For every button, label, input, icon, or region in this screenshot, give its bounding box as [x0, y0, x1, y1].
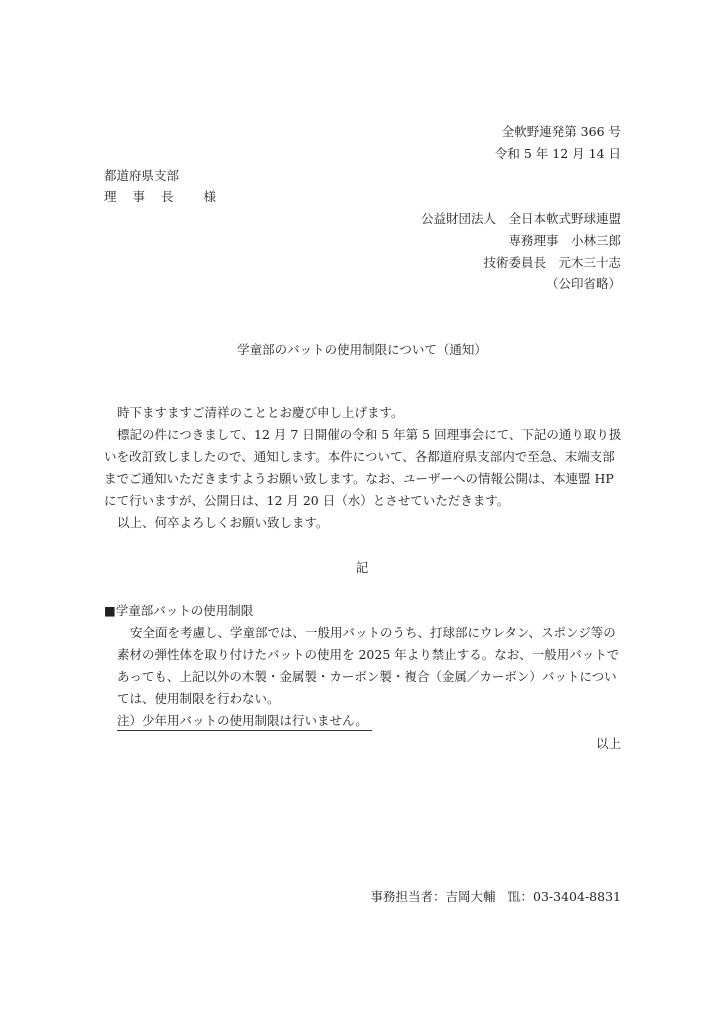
- section-end: 以上: [595, 736, 621, 751]
- greeting: 時下ますますご清祥のこととお慶び申し上げます。: [117, 405, 404, 420]
- body-closing: 以上、何卒よろしくお願い致します。: [117, 515, 329, 530]
- body-line-4: にて行いますが、公開日は、12 月 20 日（水）とさせていただきます。: [104, 493, 510, 508]
- recipient-honorific: 様: [203, 189, 216, 204]
- body-line-2: いを改訂致しましたので、通知します。本件について、各都道府県支部内で至急、末端支部: [104, 449, 615, 464]
- recipient-org: 都道府県支部: [104, 168, 180, 183]
- sender-director: 専務理事 小林三郎: [508, 233, 621, 248]
- section-line-4: ては、使用制限を行わない。: [117, 691, 280, 706]
- section-line-2: 素材の弾性体を取り付けたバットの使用を 2025 年より禁止する。なお、一般用バットで: [117, 647, 620, 662]
- section-note: 注）少年用バットの使用制限は行いません。: [117, 713, 372, 731]
- contact-info: 事務担当者：吉岡大輔 ℡：03-3404-8831: [370, 889, 621, 904]
- body-line-3: までご通知いただきますようお願い致します。なお、ユーザーへの情報公開は、本連盟 HP: [104, 471, 614, 486]
- document-number: 全軟野連発第 366 号: [501, 124, 621, 139]
- document-date: 令和 5 年 12 月 14 日: [494, 146, 621, 161]
- sender-tech-chair: 技術委員長 元木三十志: [483, 255, 621, 270]
- seal-omitted-note: （公印省略）: [545, 276, 621, 291]
- subject-title: 学童部のバットの使用制限について（通知）: [237, 342, 487, 357]
- section-heading: ■学童部バットの使用制限: [104, 603, 254, 618]
- ki-heading: 記: [355, 560, 369, 575]
- section-line-1: 安全面を考慮し、学童部では、一般用バットのうち、打球部にウレタン、スポンジ等の: [130, 625, 616, 640]
- section-line-3: あっても、上記以外の木製・金属製・カーボン製・複合（金属／カーボン）バットについ: [117, 669, 617, 684]
- body-line-1: 標記の件につきまして、12 月 7 日開催の令和 5 年第 5 回理事会にて、下記の通り取り扱: [117, 427, 622, 442]
- sender-org: 公益財団法人 全日本軟式野球連盟: [420, 211, 621, 226]
- recipient-title: [104, 189, 216, 205]
- recipient-role: 理 事 長: [104, 189, 180, 204]
